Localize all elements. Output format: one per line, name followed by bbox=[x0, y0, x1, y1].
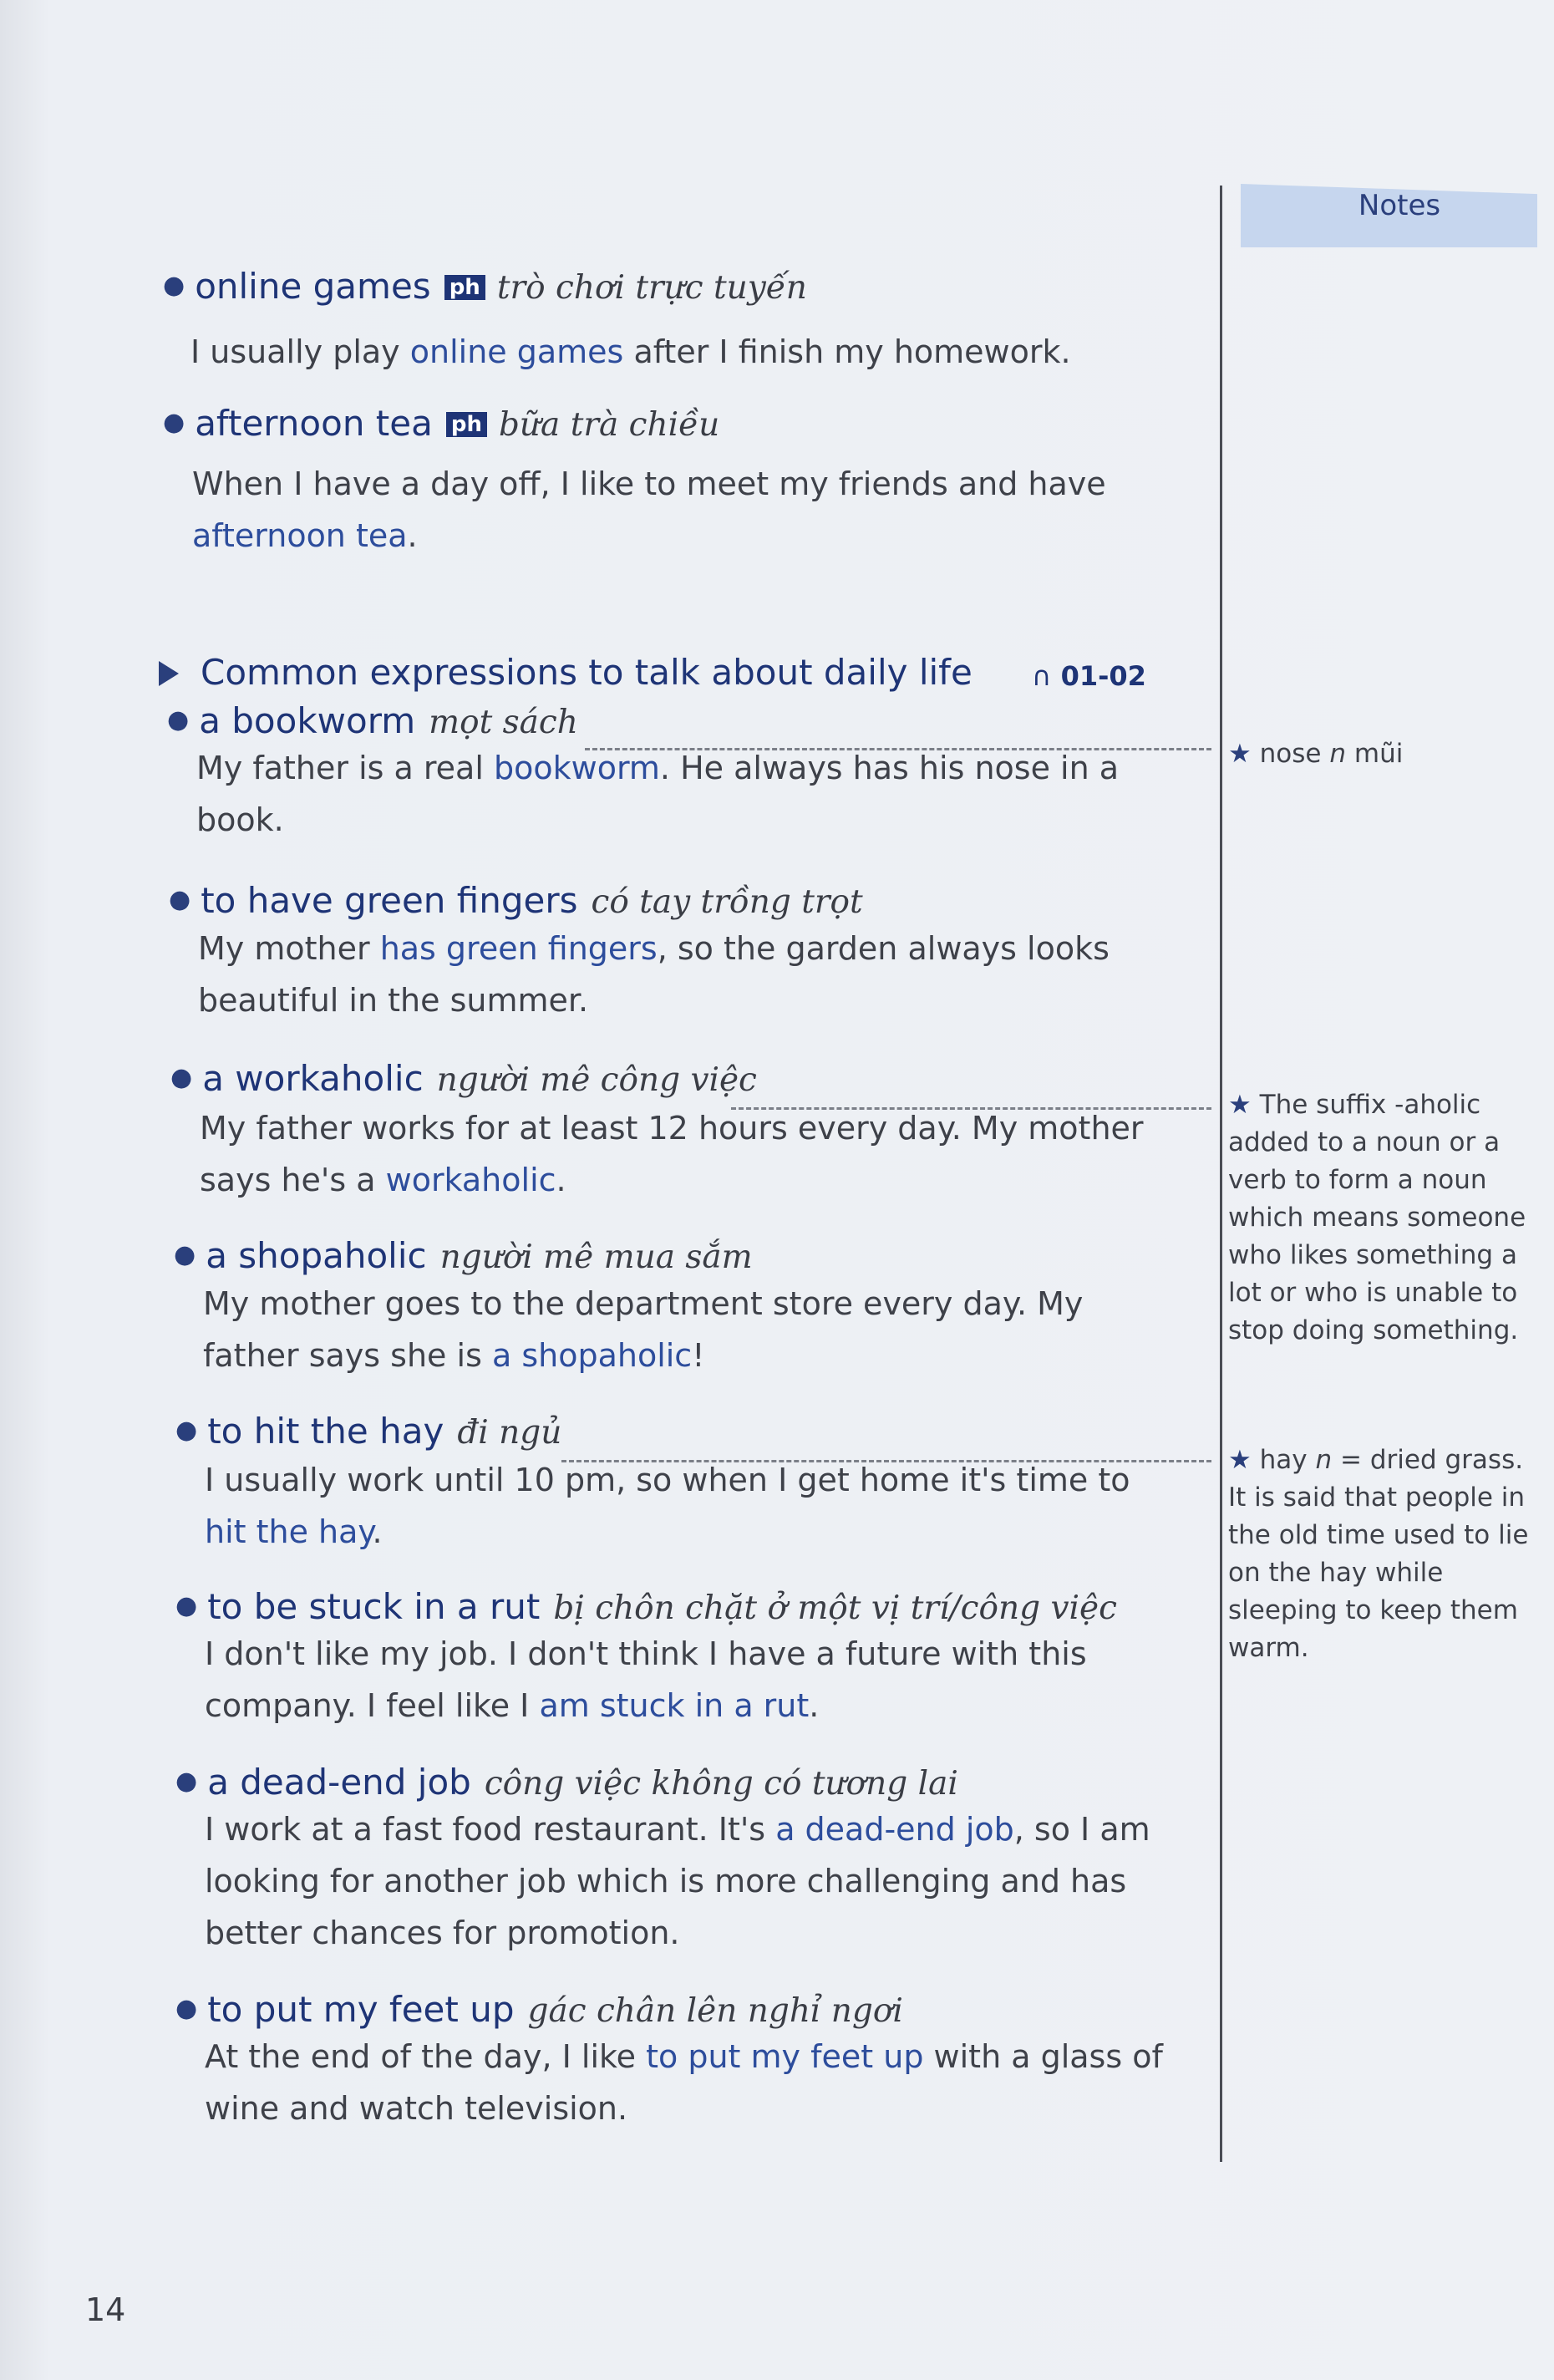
leader-line bbox=[731, 1107, 1211, 1110]
expression-item bbox=[174, 1235, 753, 1276]
expression-term: to put my feet up bbox=[207, 1989, 515, 2030]
audio-track[interactable]: ∩ 01-02 bbox=[1032, 660, 1146, 692]
section-title: Common expressions to talk about daily life bbox=[159, 652, 973, 693]
expression-example: I don't like my job. I don't think I have a future with this company. I feel like I am stuck in a rut. bbox=[205, 1635, 1087, 1724]
expression-example: At the end of the day, I like to put my feet up with a glass of wine and watch television. bbox=[205, 2038, 1163, 2127]
bullet-icon: ● bbox=[163, 271, 185, 300]
page-number: 14 bbox=[85, 2291, 126, 2328]
note-aholic: ★ The suffix -aholic added to a noun or a verb to form a noun which means someone who likes something a lot or who is unable to stop doing something. bbox=[1228, 1090, 1526, 1345]
bullet-icon: ● bbox=[167, 705, 190, 735]
expression-term: a workaholic bbox=[202, 1058, 424, 1099]
expression-item bbox=[175, 1586, 1117, 1627]
expression-item bbox=[170, 1058, 757, 1099]
expression-translation: có tay trồng trọt bbox=[591, 883, 863, 921]
expression-example: I usually work until 10 pm, so when I get home it's time to hit the hay. bbox=[205, 1462, 1130, 1550]
expression-translation: công việc không có tương lai bbox=[484, 1765, 958, 1803]
expression-term: a dead-end job bbox=[207, 1762, 471, 1803]
vocab-item-online-games: ● online games ph trò chơi trực tuyến bbox=[163, 266, 807, 307]
bullet-icon: ● bbox=[175, 1416, 198, 1445]
expression-term: to be stuck in a rut bbox=[207, 1586, 541, 1627]
expression-item bbox=[169, 880, 863, 921]
expression-item bbox=[175, 1762, 958, 1803]
expression-example: My mother has green fingers, so the garden always looks beautiful in the summer. bbox=[198, 930, 1110, 1019]
expression-translation: gác chân lên nghỉ ngơi bbox=[527, 1992, 903, 2030]
leader-line bbox=[561, 1460, 1211, 1462]
triangle-icon bbox=[159, 661, 179, 686]
bullet-icon: ● bbox=[174, 1240, 196, 1269]
expression-translation: mọt sách bbox=[429, 704, 578, 741]
notes-title: Notes bbox=[1358, 189, 1441, 222]
expression-item bbox=[167, 700, 578, 741]
expression-example: My father works for at least 12 hours every day. My mother says he's a workaholic. bbox=[200, 1110, 1144, 1198]
vocab-item-afternoon-tea: ● afternoon tea ph bữa trà chiều bbox=[163, 403, 720, 444]
vocab-example: I usually play online games after I finish my homework. bbox=[190, 333, 1071, 370]
expression-term: a bookworm bbox=[199, 700, 416, 741]
notes-column-divider bbox=[1220, 186, 1222, 2162]
expression-term: to hit the hay bbox=[207, 1411, 444, 1452]
expression-example: My mother goes to the department store every day. My father says she is a shopaholic! bbox=[203, 1285, 1084, 1374]
expression-example: I work at a fast food restaurant. It's a dead-end job, so I am looking for another job which is more challenging and has better chances for promotion. bbox=[205, 1811, 1150, 1951]
bullet-icon: ● bbox=[175, 1591, 198, 1620]
bullet-icon: ● bbox=[170, 1063, 193, 1092]
expression-translation: bị chôn chặt ở một vị trí/công việc bbox=[553, 1589, 1117, 1627]
expression-example: My father is a real bookworm. He always has his nose in a book. bbox=[196, 750, 1120, 838]
ph-tag: ph bbox=[446, 412, 487, 437]
bullet-icon: ● bbox=[175, 1767, 198, 1796]
ph-tag: ph bbox=[444, 275, 485, 300]
expression-term: a shopaholic bbox=[206, 1235, 427, 1276]
expression-translation: người mê mua sắm bbox=[439, 1238, 753, 1276]
vocab-example: When I have a day off, I like to meet my friends and have afternoon tea. bbox=[192, 465, 1106, 554]
expression-item bbox=[175, 1411, 561, 1452]
expression-translation: đi ngủ bbox=[457, 1414, 562, 1452]
expression-term: to have green fingers bbox=[201, 880, 578, 921]
bullet-icon: ● bbox=[175, 1994, 198, 2023]
expression-translation: người mê công việc bbox=[436, 1061, 757, 1099]
note-hay: ★ hay n = dried grass. It is said that people in the old time used to lie on the hay while sleeping to keep them warm. bbox=[1228, 1445, 1529, 1663]
bullet-icon: ● bbox=[163, 408, 185, 437]
headphones-icon: ∩ bbox=[1032, 660, 1052, 692]
note-nose: ★ nose n mũi bbox=[1228, 739, 1404, 769]
bullet-icon: ● bbox=[169, 885, 191, 914]
leader-line bbox=[585, 748, 1211, 750]
expression-item bbox=[175, 1989, 903, 2030]
